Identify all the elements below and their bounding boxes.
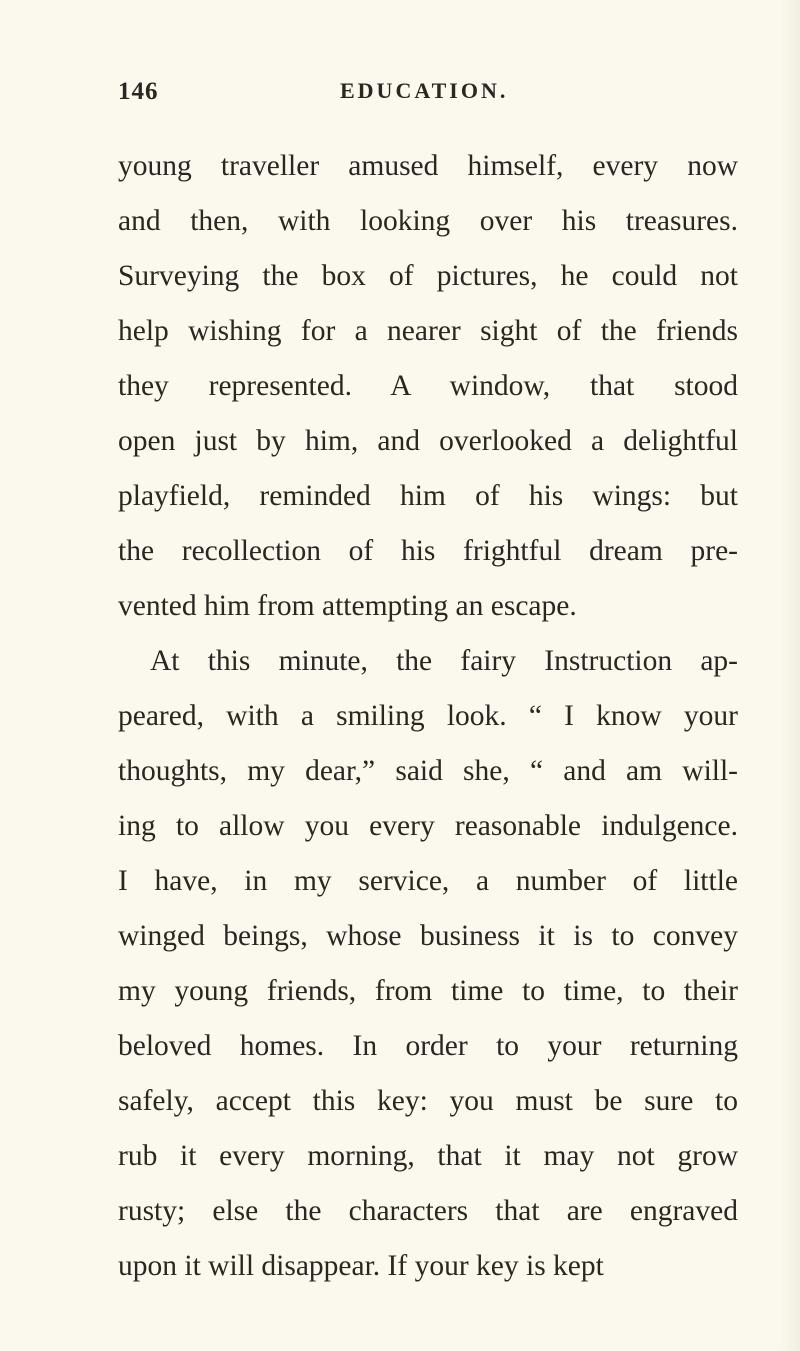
body-text: [118, 139, 738, 1294]
text-line: safely, accept this key: you must be sure to: [118, 1085, 738, 1117]
text-line: At this minute, the fairy Instruction ap-: [150, 645, 738, 677]
text-line: open just by him, and overlooked a delightful: [118, 425, 738, 457]
text-line: rub it every morning, that it may not grow: [118, 1140, 738, 1172]
text-line: young traveller amused himself, every now: [118, 150, 738, 182]
text-line: the recollection of his frightful dream pre-: [118, 535, 738, 567]
text-line: thoughts, my dear,” said she, “ and am will-: [118, 755, 738, 787]
text-line: and then, with looking over his treasures.: [118, 205, 738, 237]
text-line: my young friends, from time to time, to their: [118, 975, 738, 1007]
text-line: upon it will disappear. If your key is kept: [118, 1250, 604, 1282]
text-line: vented him from attempting an escape.: [118, 590, 577, 622]
page-number: 146: [118, 78, 159, 105]
text-line: ing to allow you every reasonable indulgence.: [118, 810, 738, 842]
text-line: they represented. A window, that stood: [118, 370, 738, 402]
text-line: winged beings, whose business it is to convey: [118, 920, 738, 952]
text-line: I have, in my service, a number of little: [118, 865, 738, 897]
text-line: beloved homes. In order to your returning: [118, 1030, 738, 1062]
text-line: help wishing for a nearer sight of the friends: [118, 315, 738, 347]
text-line: Surveying the box of pictures, he could not: [118, 260, 738, 292]
running-title: EDUCATION.: [340, 78, 509, 103]
text-line: peared, with a smiling look. “ I know your: [118, 700, 738, 732]
text-line: playfield, reminded him of his wings: but: [118, 480, 738, 512]
running-head: [118, 78, 728, 118]
text-line: rusty; else the characters that are engraved: [118, 1195, 738, 1227]
